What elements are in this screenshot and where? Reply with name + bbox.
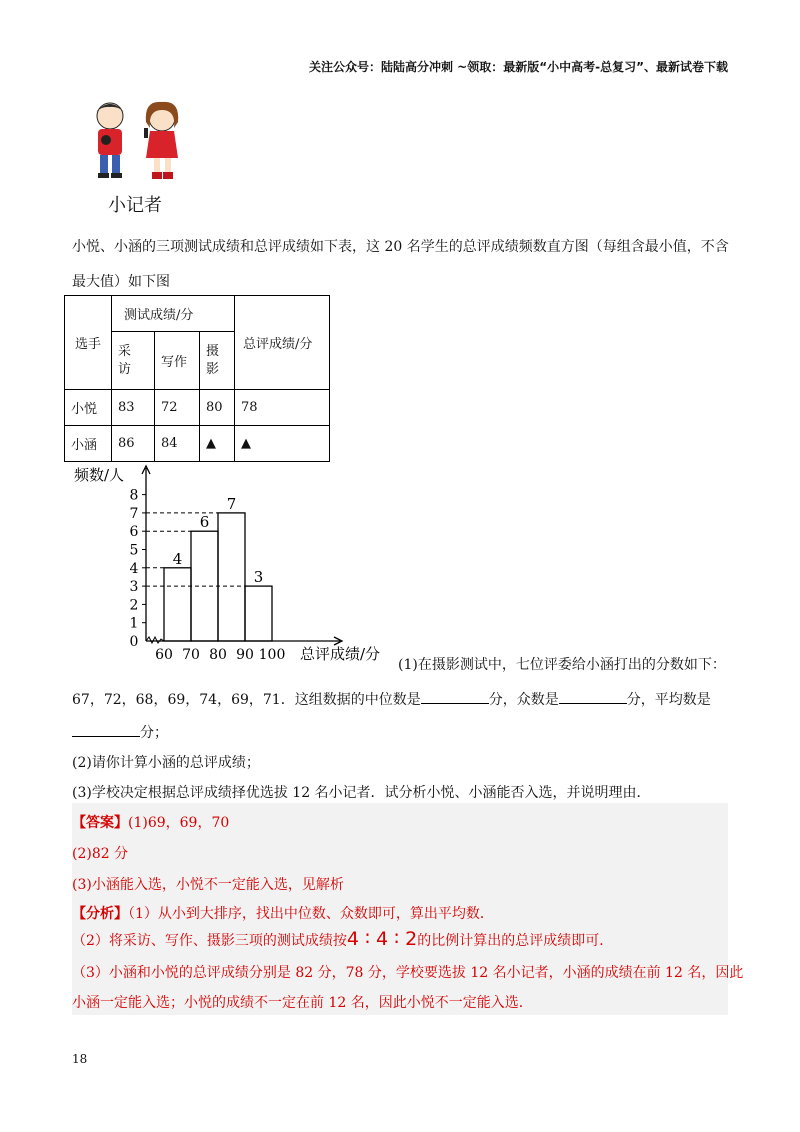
table-row bbox=[65, 426, 330, 462]
table-cell: 84 bbox=[155, 426, 200, 462]
question-1-mean: 分，平均数是 bbox=[626, 692, 711, 708]
table-cell: ▲ bbox=[200, 426, 235, 462]
answer-1: (1)69，69，70 bbox=[128, 815, 230, 831]
histogram-bar bbox=[245, 586, 272, 641]
histogram-bar bbox=[218, 513, 245, 641]
x-tick-label: 70 bbox=[182, 647, 200, 663]
answer-2: (2)82 分 bbox=[72, 846, 129, 862]
x-tick-label: 60 bbox=[155, 647, 173, 663]
x-tick-label: 100 bbox=[258, 647, 286, 663]
answer-label: 【答案】 bbox=[72, 815, 128, 831]
question-1-line-2 bbox=[72, 683, 711, 718]
writing-header: 写作 bbox=[155, 332, 200, 390]
total-score-header: 总评成绩/分 bbox=[235, 296, 330, 390]
axis-break-mark bbox=[146, 637, 164, 643]
illustration-caption: 小记者 bbox=[108, 195, 162, 216]
y-tick-label: 5 bbox=[129, 542, 139, 559]
bar-value-label: 4 bbox=[172, 549, 183, 568]
player-header: 选手 bbox=[65, 296, 112, 390]
question-2: (2)请你计算小涵的总评成绩； bbox=[72, 755, 260, 771]
test-score-header: 测试成绩/分 bbox=[112, 296, 235, 332]
analysis-2b: 的比例计算出的总评成绩即可． bbox=[417, 933, 614, 949]
ratio-text: 4 ∶ 4 ∶ 2 bbox=[346, 928, 418, 950]
intro-line-1: 小悦、小涵的三项测试成绩和总评成绩如下表，这 20 名学生的总评成绩频数直方图（每组含最小值，不含 bbox=[72, 239, 729, 255]
y-tick-label: 1 bbox=[129, 615, 139, 632]
analysis-1: （1）从小到大排序，找出中位数、众数即可，算出平均数． bbox=[128, 906, 494, 922]
mode-blank[interactable] bbox=[559, 689, 627, 704]
analysis-2a: （2）将采访、写作、摄影三项的测试成绩按 bbox=[72, 933, 347, 949]
intro-paragraph bbox=[72, 230, 728, 300]
mean-blank[interactable] bbox=[72, 722, 140, 737]
question-1-unit: 分； bbox=[140, 725, 168, 741]
answer-3: (3)小涵能入选，小悦不一定能入选，见解析 bbox=[72, 877, 344, 893]
x-tick-label: 90 bbox=[236, 647, 254, 663]
question-1-intro: (1)在摄影测试中，七位评委给小涵打出的分数如下： bbox=[398, 657, 726, 673]
table-cell: 83 bbox=[112, 390, 155, 426]
interview-header: 采 访 bbox=[112, 332, 155, 390]
bar-value-label: 3 bbox=[253, 568, 264, 587]
row-name: 小悦 bbox=[65, 390, 112, 426]
row-name: 小涵 bbox=[65, 426, 112, 462]
table-cell: 80 bbox=[200, 390, 235, 426]
table-cell: 86 bbox=[112, 426, 155, 462]
table-cell: 78 bbox=[235, 390, 330, 426]
score-table bbox=[64, 295, 330, 462]
table-row bbox=[65, 390, 330, 426]
bar-value-label: 7 bbox=[226, 494, 237, 513]
boy-figure bbox=[96, 103, 124, 178]
y-tick-label: 4 bbox=[129, 560, 139, 577]
girl-figure bbox=[144, 102, 178, 179]
page-number: 18 bbox=[72, 1052, 88, 1066]
table-cell: 72 bbox=[155, 390, 200, 426]
y-tick-label: 3 bbox=[129, 579, 139, 596]
analysis-label: 【分析】 bbox=[72, 906, 128, 922]
question-1-data: 67，72，68，69，74，69，71．这组数据的中位数是 bbox=[72, 692, 421, 708]
photography-header: 摄 影 bbox=[200, 332, 235, 390]
bar-value-label: 6 bbox=[199, 513, 210, 532]
table-cell: ▲ bbox=[235, 426, 330, 462]
reporter-kids-illustration bbox=[82, 98, 202, 188]
analysis-line-1 bbox=[72, 903, 494, 923]
y-tick-label: 2 bbox=[129, 597, 139, 614]
y-tick-label: 0 bbox=[129, 634, 139, 650]
median-blank[interactable] bbox=[421, 689, 489, 704]
x-tick-label: 80 bbox=[209, 647, 227, 663]
analysis-3-line-2: 小涵一定能入选；小悦的成绩不一定在前 12 名，因此小悦不一定能入选． bbox=[72, 995, 533, 1011]
y-axis-label: 频数/人 bbox=[74, 466, 125, 484]
frequency-histogram bbox=[60, 460, 410, 665]
question-1-mode: 分，众数是 bbox=[488, 692, 559, 708]
x-axis-label: 总评成绩/分 bbox=[300, 645, 381, 663]
header-notice: 关注公众号：陆陆高分冲刺 ~领取：最新版“小中高考-总复习”、最新试卷下载 bbox=[309, 60, 728, 74]
y-tick-label: 6 bbox=[129, 524, 139, 541]
question-3: (3)学校决定根据总评成绩择优选拔 12 名小记者．试分析小悦、小涵能否入选，并说明理由． bbox=[72, 785, 651, 801]
analysis-line-2 bbox=[72, 928, 613, 950]
answer-line-1 bbox=[72, 812, 229, 832]
histogram-bar bbox=[164, 568, 191, 641]
intro-line-2: 最大值）如下图 bbox=[72, 274, 170, 290]
analysis-3-line-1: （3）小涵和小悦的总评成绩分别是 82 分，78 分，学校要选拔 12 名小记者，小涵的成绩在前 12 名，因此 bbox=[72, 965, 744, 981]
y-tick-label: 8 bbox=[129, 487, 139, 504]
y-tick-label: 7 bbox=[129, 505, 139, 522]
